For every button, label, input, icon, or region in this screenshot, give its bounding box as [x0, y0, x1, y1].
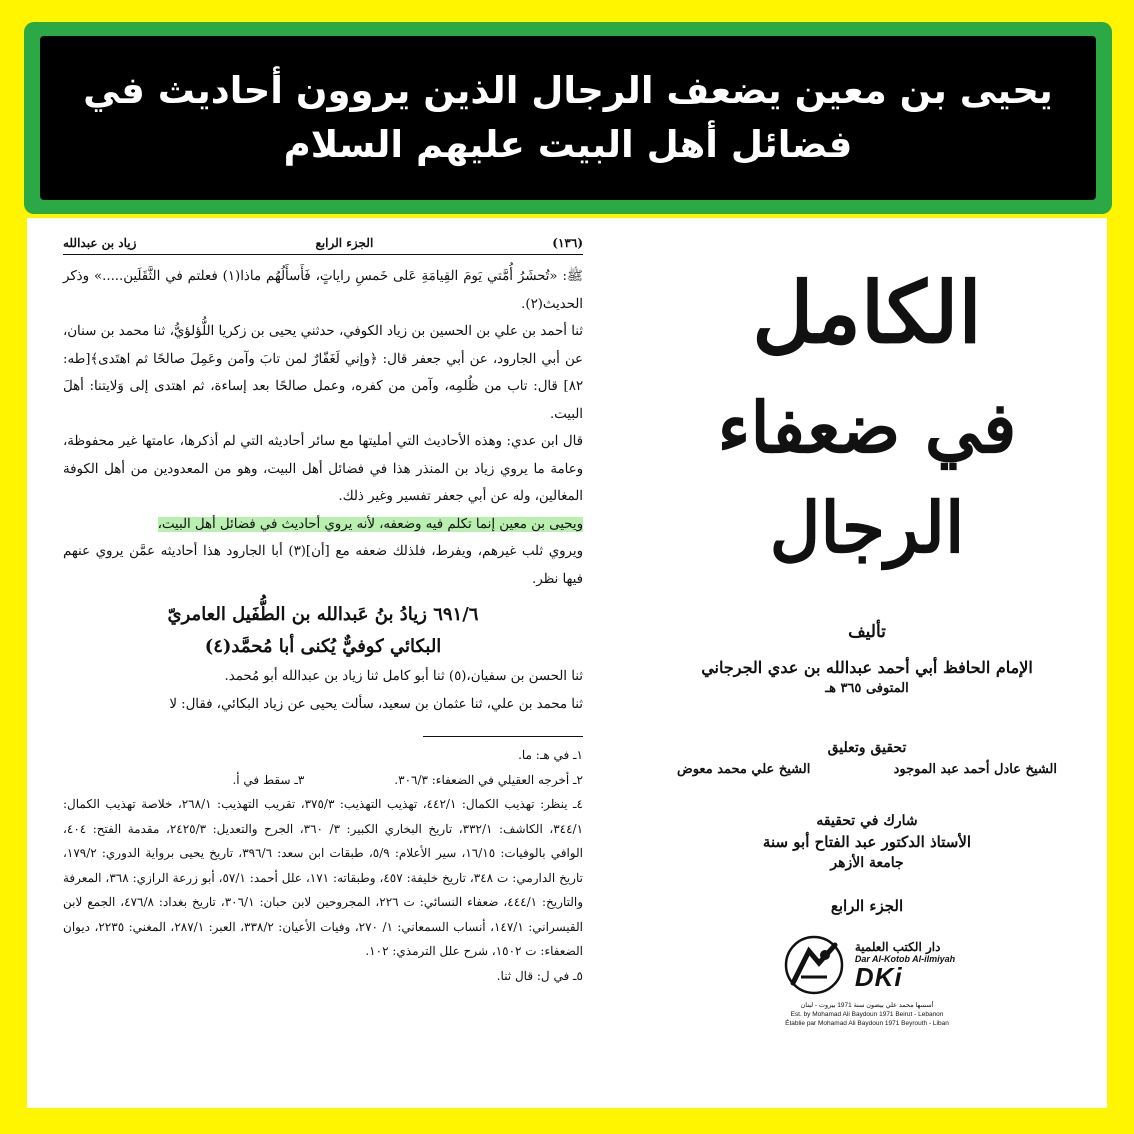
banner-title: يحيى بن معين يضعف الرجال الذين يروون أحاديث في فضائل أهل البيت عليهم السلام [83, 69, 1053, 166]
established-english: Est. by Mohamad Ali Baydoun 1971 Beirut - Lebanon [790, 1011, 944, 1018]
ibn-adi-text: قال ابن عدي: وهذه الأحاديث التي أمليتها مع سائر أحاديثه التي لم أذكرها، عامتها غير محفوظة، وعامة ما يروي زياد بن المنذر هذا في فضائل أهل البيت، وهو من المعدودين من أهل الكوفة المغالين، وله عن أبي جعفر تفسير وغير ذلك. [63, 434, 583, 504]
participated-label: شارك في تحقيقه [816, 813, 918, 829]
publisher-arabic: دار الكتب العلمية [854, 940, 941, 954]
book-title-line-2: في ضعفاء الرجال [717, 386, 1017, 569]
publisher-logo-icon [779, 933, 849, 997]
publisher-established [647, 1001, 1087, 1028]
professor-name: الأستاذ الدكتور عبد الفتاح أبو سنة [762, 833, 972, 851]
header-rule [63, 254, 583, 255]
entry-title [63, 599, 583, 663]
university-name: جامعة الأزهر [830, 855, 904, 871]
header-narrator: زياد بن عبدالله [63, 236, 137, 250]
authored-label: تأليف [848, 622, 886, 642]
entry-title-line-1: ٦٩١/٦ زيادُ بنُ عَبدالله بن الطُّفَيل العامريّ [167, 604, 479, 625]
established-arabic: أسسها محمد علي بيضون سنة 1971 بيروت - لبنان [800, 1002, 934, 1009]
entry-line: ثنا الحسن بن سفيان،(٥) ثنا أبو كامل ثنا زياد بن عبدالله أبو مُحمد. [224, 669, 583, 684]
book-title-line-1: الكامل [752, 263, 982, 362]
paragraph-hadith: ﷺ: «تُحشَرُ أُمَّتي يَومَ القِيامَةِ عَلى خَمسِ راياتٍ، فَأَسأَلُهُم ماذا(١) فعلتم في الثَّقَلَين.....» وذكر الحديث(٢). [63, 269, 583, 312]
author-death: المتوفى ٣٦٥ هـ [825, 681, 909, 696]
page-number: (١٣٦) [552, 236, 583, 250]
title-banner-inner [40, 36, 1096, 200]
footnote-1: ١ـ في هـ: ما. [518, 748, 583, 762]
document-scan [27, 218, 1107, 1108]
editors [647, 762, 1087, 777]
established-french: Établie par Mohamad Ali Baydoun 1971 Beyrouth - Liban [785, 1020, 949, 1027]
footnote-rule [423, 736, 583, 737]
edit-label: تحقيق وتعليق [827, 740, 907, 756]
publisher-latin: Dar Al-Kotob Al-ilmiyah [854, 954, 956, 964]
paragraph-isnad: ثنا أحمد بن علي بن الحسين بن زياد الكوفي، حدثني يحيى بن زكريا اللُّؤلؤيُّ، ثنا محمد بن سنان، عن أبي الجارود، عن أبي جعفر قال: ﴿وإني لَغَفّارٌ لمن تابَ وآمن وعَمِلَ صالحًا ثم اهتَدى﴾[طه: ٨٢] قال: تاب من ظُلمِه، وآمن من كفره، وعمل صالحًا بعد إساءة، ثم اهتدى إلى وَلايتنا: أهلَ البيت. [63, 324, 583, 422]
entry-title-line-2: البكائي كوفيٌّ يُكنى أبا مُحمَّد(٤) [204, 636, 442, 657]
highlighted-sentence: ويحيى بن معين إنما تكلم فيه وضعفه، لأنه يروي أحاديث في فضائل أهل البيت، [157, 516, 583, 532]
publisher-text [855, 940, 955, 990]
publisher-block [647, 933, 1087, 997]
header-volume: الجزء الرابع [315, 236, 374, 250]
footnote-3: ٣ـ سقط في أ. [232, 772, 305, 787]
editor-right: الشيخ عادل أحمد عبد الموجود [893, 762, 1057, 777]
book-page [63, 236, 583, 1096]
editor-left: الشيخ علي محمد معوض [677, 762, 811, 777]
footnote-5: ٥ـ في ل: قال ثنا. [496, 968, 583, 983]
cover-volume: الجزء الرابع [830, 897, 904, 915]
publisher-abbr: DKi [854, 962, 903, 992]
footnote-row [63, 768, 583, 793]
title-page [647, 248, 1087, 1098]
author-name: الإمام الحافظ أبي أحمد عبدالله بن عدي الجرجاني [701, 658, 1033, 677]
ibn-adi-continued: ويروي ثلب غيرهم، ويفرط، فلذلك ضعفه مع [أن](٣) أبا الجارود هذا أحاديثه عمَّن يروي عنهم فيها نظر. [63, 544, 583, 587]
paragraph-ibn-adi [63, 428, 583, 593]
footnote-2: ٢ـ أخرجه العقيلي في الضعفاء: ٣٠٦/٣. [394, 772, 583, 787]
footnote-4: ٤ـ ينظر: تهذيب الكمال: ٤٤٢/١، تهذيب التهذيب: ٣٧٥/٣، تقريب التهذيب: ٢٦٨/١، خلاصة تهذيب الكمال: ٣٤٤/١، الكاشف: ٣٣٢/١، تاريخ البخاري الكبير: ٣/ ٣٦٠، الجرح والتعديل: ٢٤٢٥/٣، مقدمة الفتح: ٤٠٤، الوافي بالوفيات: ١٦/١٥، سير الأعلام: ٥/٩، طبقات ابن سعد: ٣٩٦/٦، تاريخ يحيى برواية الدوري: ١٧٩/٢، تاريخ الدارمي: ت ٣٤٨، تاريخ خليفة: ٤٥٧، وطبقاته: ١٧١، علل أحمد: ٥٧/١، أبو زرعة الرازي: ٣٦٨، المعرفة والتاريخ: ٤٤٤/١، ضعفاء النسائي: ت ٢٢٦، المجروحين لابن حبان: ٣٠٦/١، تاريخ بغداد: ٤٧٦/٨، الجمع لابن القيسراني: ١٤٧/١، أنساب السمعاني: ١/ ٢٧٠، وفيات الأعيان: ٣٣٨/٢، العبر: ٢٨٧/١، المغني: ٢٢٣٥، ديوان الضعفاء: ت ١٥٠٢، شرح علل الترمذي: ١٠٢. [63, 797, 584, 958]
title-banner [24, 22, 1112, 214]
page-header [63, 236, 583, 254]
entry-line: ثنا محمد بن علي، ثنا عثمان بن سعيد، سألت يحيى عن زياد البكائي، فقال: لا [169, 696, 583, 712]
